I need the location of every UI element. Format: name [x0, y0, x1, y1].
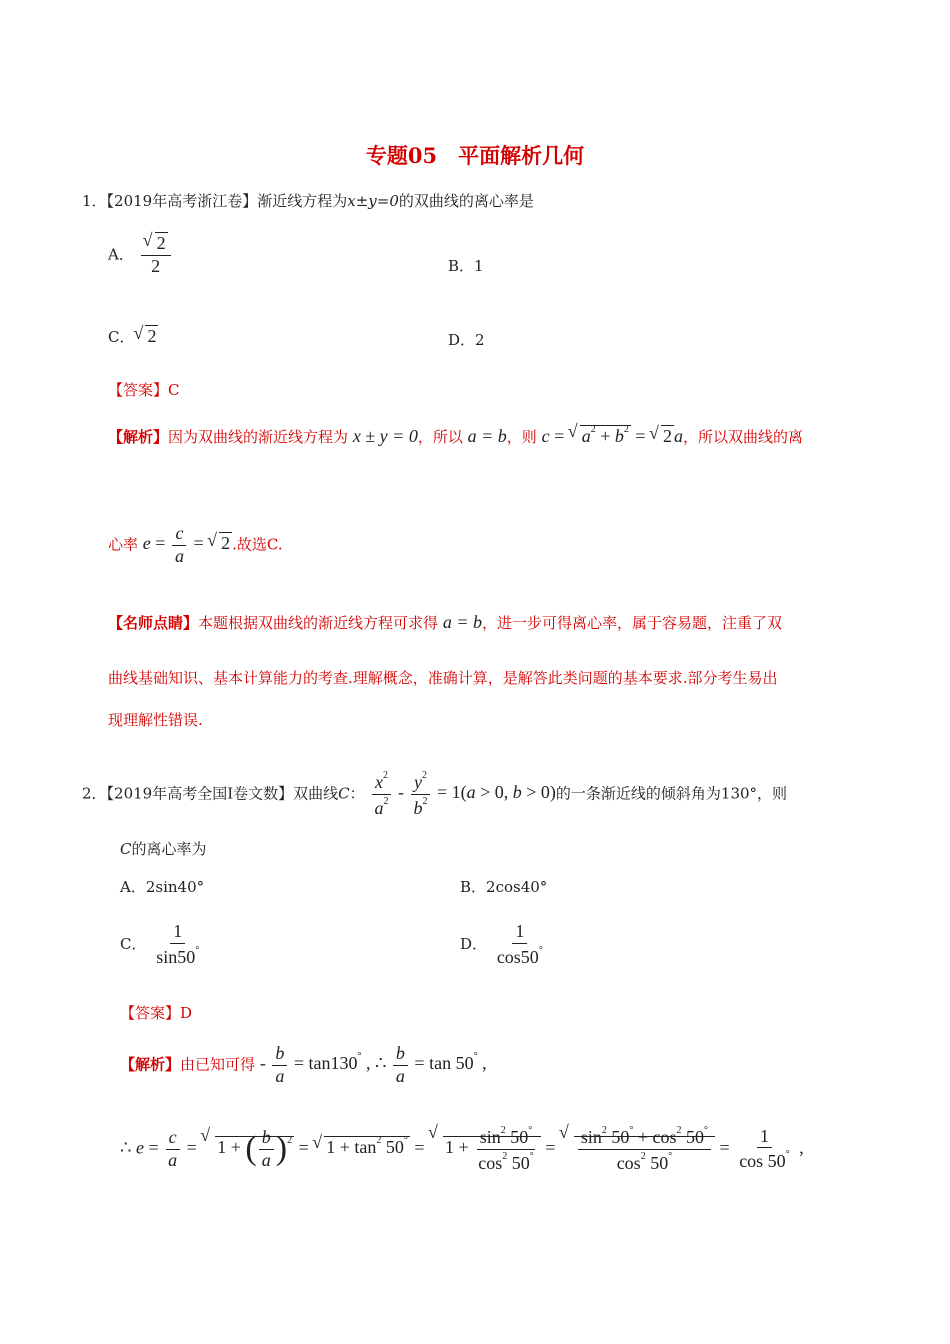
option-label: C．	[120, 934, 147, 953]
option-a[interactable]: A．2sin40°	[120, 878, 205, 896]
question-source: 【2019年高考全国Ⅰ卷文数】	[106, 784, 294, 803]
analysis-text: .故选C.	[232, 535, 283, 554]
tip-text: ，进一步可得离心率，属于容易题，注重了双	[481, 614, 782, 632]
analysis-text: ，所以	[417, 428, 463, 446]
option-b[interactable]: B．2cos40°	[460, 878, 548, 896]
option-a[interactable]	[108, 234, 173, 277]
option-c[interactable]	[108, 326, 158, 347]
option-c[interactable]	[120, 922, 204, 968]
tip-1-line-1	[108, 612, 782, 633]
page-title: 专题05 平面解析几何	[365, 143, 585, 168]
analysis-1-line-2	[108, 524, 283, 567]
question-number: 2．	[82, 784, 107, 803]
answer-tag: 【答案】	[108, 381, 169, 399]
option-label: A．	[108, 245, 134, 264]
formula-hyperbola: $\frac{x^2}{a^2}$ - $\frac{y^2}{b^2}$ = 1(a > 0, b > 0)	[369, 782, 555, 802]
formula-a-eq-b: a = b	[442, 612, 482, 632]
fraction-1-over-sin50: $\frac{1}{\sin 50^\circ}$	[156, 921, 200, 967]
formula-c: c = √ $a^2 + b^2$ = √ 2 a	[542, 426, 683, 446]
analysis-tag: 【解析】	[108, 428, 169, 446]
stem-expression: x±y=0	[347, 192, 399, 210]
option-label: C．	[108, 328, 135, 346]
analysis-text: 因为双曲线的渐近线方程为	[168, 428, 349, 446]
answer-value: D	[180, 1004, 193, 1022]
sqrt-2: √ 2	[134, 326, 158, 347]
option-d[interactable]	[460, 922, 548, 968]
answer-1	[108, 379, 180, 400]
option-label: D．	[460, 934, 488, 953]
question-2-stem	[82, 770, 787, 819]
fraction-sqrt2-over-2: √ $\frac{2}{2}$	[141, 234, 171, 277]
stem-text: 的离心率为	[131, 840, 207, 858]
question-1-stem	[82, 190, 534, 211]
answer-value: C	[168, 381, 180, 399]
stem-text: 渐近线方程为	[257, 192, 348, 210]
tip-1-line-2: 曲线基础知识、基本计算能力的考查.理解概念，准确计算，是解答此类问题的基本要求.部分考生易出	[108, 669, 778, 687]
stem-text: 双曲线	[293, 784, 339, 803]
analysis-text: 由已知可得	[180, 1055, 256, 1074]
formula-eccentricity: e = $\frac{c}{a}$ = √ 2	[143, 533, 232, 553]
option-b[interactable]: B．1	[448, 257, 484, 275]
stem-text: 的一条渐近线的倾斜角为130°，则	[555, 784, 788, 803]
stem-c: C	[120, 840, 132, 858]
formula-asymptote: x ± y = 0	[352, 426, 418, 446]
formula-a-eq-b: a = b	[467, 426, 507, 446]
analysis-1-line-1	[108, 424, 803, 447]
analysis-text: 心率	[108, 535, 139, 554]
stem-colon: ：	[349, 784, 365, 803]
fraction-1-over-cos50: $\frac{1}{\cos 50^\circ}$	[496, 921, 543, 967]
question-2-stem-line-2	[120, 838, 207, 859]
tip-text: 本题根据双曲线的渐近线方程可求得	[198, 614, 439, 632]
answer-2	[120, 1002, 192, 1023]
tip-1-line-3: 现理解性错误.	[108, 711, 203, 729]
option-d[interactable]: D．2	[448, 331, 485, 349]
analysis-text: ，所以双曲线的离	[683, 428, 804, 446]
stem-c: C	[338, 784, 350, 803]
analysis-text: ，则	[506, 428, 537, 446]
formula-slope: - $\frac{b}{a}$ = tan130° , ∴ $\frac{b}{a}$ = tan 50° ,	[259, 1043, 487, 1086]
stem-tail: 的双曲线的离心率是	[398, 192, 534, 210]
question-number: 1．	[82, 192, 107, 210]
question-source: 【2019年高考浙江卷】	[106, 192, 258, 210]
analysis-2-line-1	[120, 1044, 487, 1087]
tip-tag: 【名师点睛】	[108, 614, 199, 632]
formula-derivation: ∴ e = $\frac{c}{a}$ = √ 1 + ( $\frac{b}{a}$ )$^2$ = √ $1 + \tan^2 50^\circ$ = √ 1 + $\frac{\sin^2 50^\circ}{\cos^2 50^\circ}$ = √ $\frac{\sin^2 50^\circ + \cos^2 50^\circ}{\cos^2 50^\circ}$ = $\frac{1}{\cos 50^\circ}$ ,	[120, 1125, 804, 1174]
answer-tag: 【答案】	[120, 1004, 181, 1022]
analysis-tag: 【解析】	[120, 1055, 181, 1074]
